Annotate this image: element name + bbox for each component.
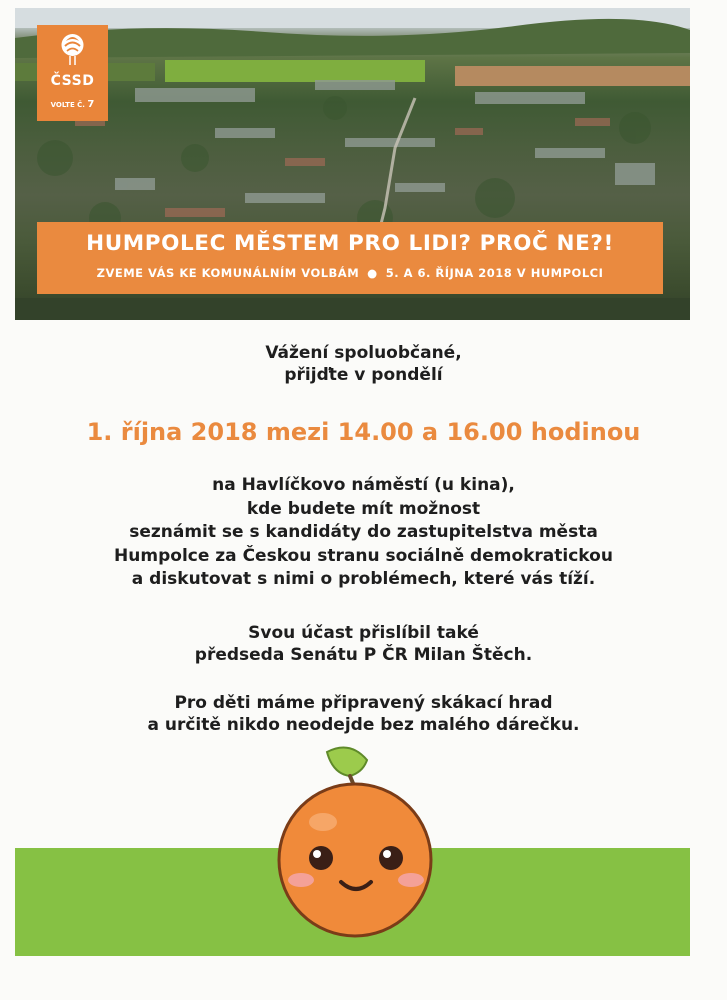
- vote-label-text: VOLTE Č.: [50, 101, 85, 109]
- invitation-paragraph: [0, 474, 727, 592]
- event-date-time: 1. října 2018 mezi 14.00 a 16.00 hodinou: [86, 418, 641, 446]
- paragraph-line: předseda Senátu P ČR Milan Štěch.: [194, 645, 533, 665]
- guest-paragraph: [0, 622, 727, 666]
- paragraph-line: a určitě nikdo neodejde bez malého dárečku.: [147, 715, 580, 735]
- vote-number: 7: [87, 99, 95, 110]
- paragraph-line: a diskutovat s nimi o problémech, které vás tíží.: [131, 569, 596, 589]
- rose-icon: [37, 25, 108, 73]
- bullet-dot: ●: [367, 266, 378, 280]
- logo-vote-label: [37, 99, 108, 110]
- kids-paragraph: [0, 692, 727, 736]
- paragraph-line: na Havlíčkovo náměstí (u kina),: [212, 475, 515, 495]
- banner-subtitle-left: ZVEME VÁS KE KOMUNÁLNÍM VOLBÁM: [96, 266, 360, 280]
- banner-subtitle: [37, 266, 663, 280]
- smiling-orange-illustration: [255, 742, 455, 947]
- greeting-line: Vážení spoluobčané,: [265, 343, 462, 363]
- banner-subtitle-right: 5. A 6. ŘÍJNA 2018 V HUMPOLCI: [385, 266, 604, 280]
- paragraph-line: kde budete mít možnost: [246, 498, 481, 519]
- greeting-line: přijďte v pondělí: [284, 365, 443, 385]
- greeting: [0, 342, 727, 386]
- cssd-logo: [37, 25, 108, 121]
- logo-party-name: ČSSD: [50, 73, 95, 89]
- paragraph-line: Pro děti máme připravený skákací hrad: [174, 693, 553, 713]
- paragraph-line: Svou účast přislíbil také: [248, 623, 479, 643]
- headline-banner: [37, 222, 663, 294]
- paragraph-line: seznámit se s kandidáty do zastupitelstva města: [129, 522, 598, 542]
- paragraph-line: Humpolce za Českou stranu sociálně demokratickou: [114, 545, 613, 566]
- banner-title: HUMPOLEC MĚSTEM PRO LIDI? PROČ NE?!: [86, 231, 614, 256]
